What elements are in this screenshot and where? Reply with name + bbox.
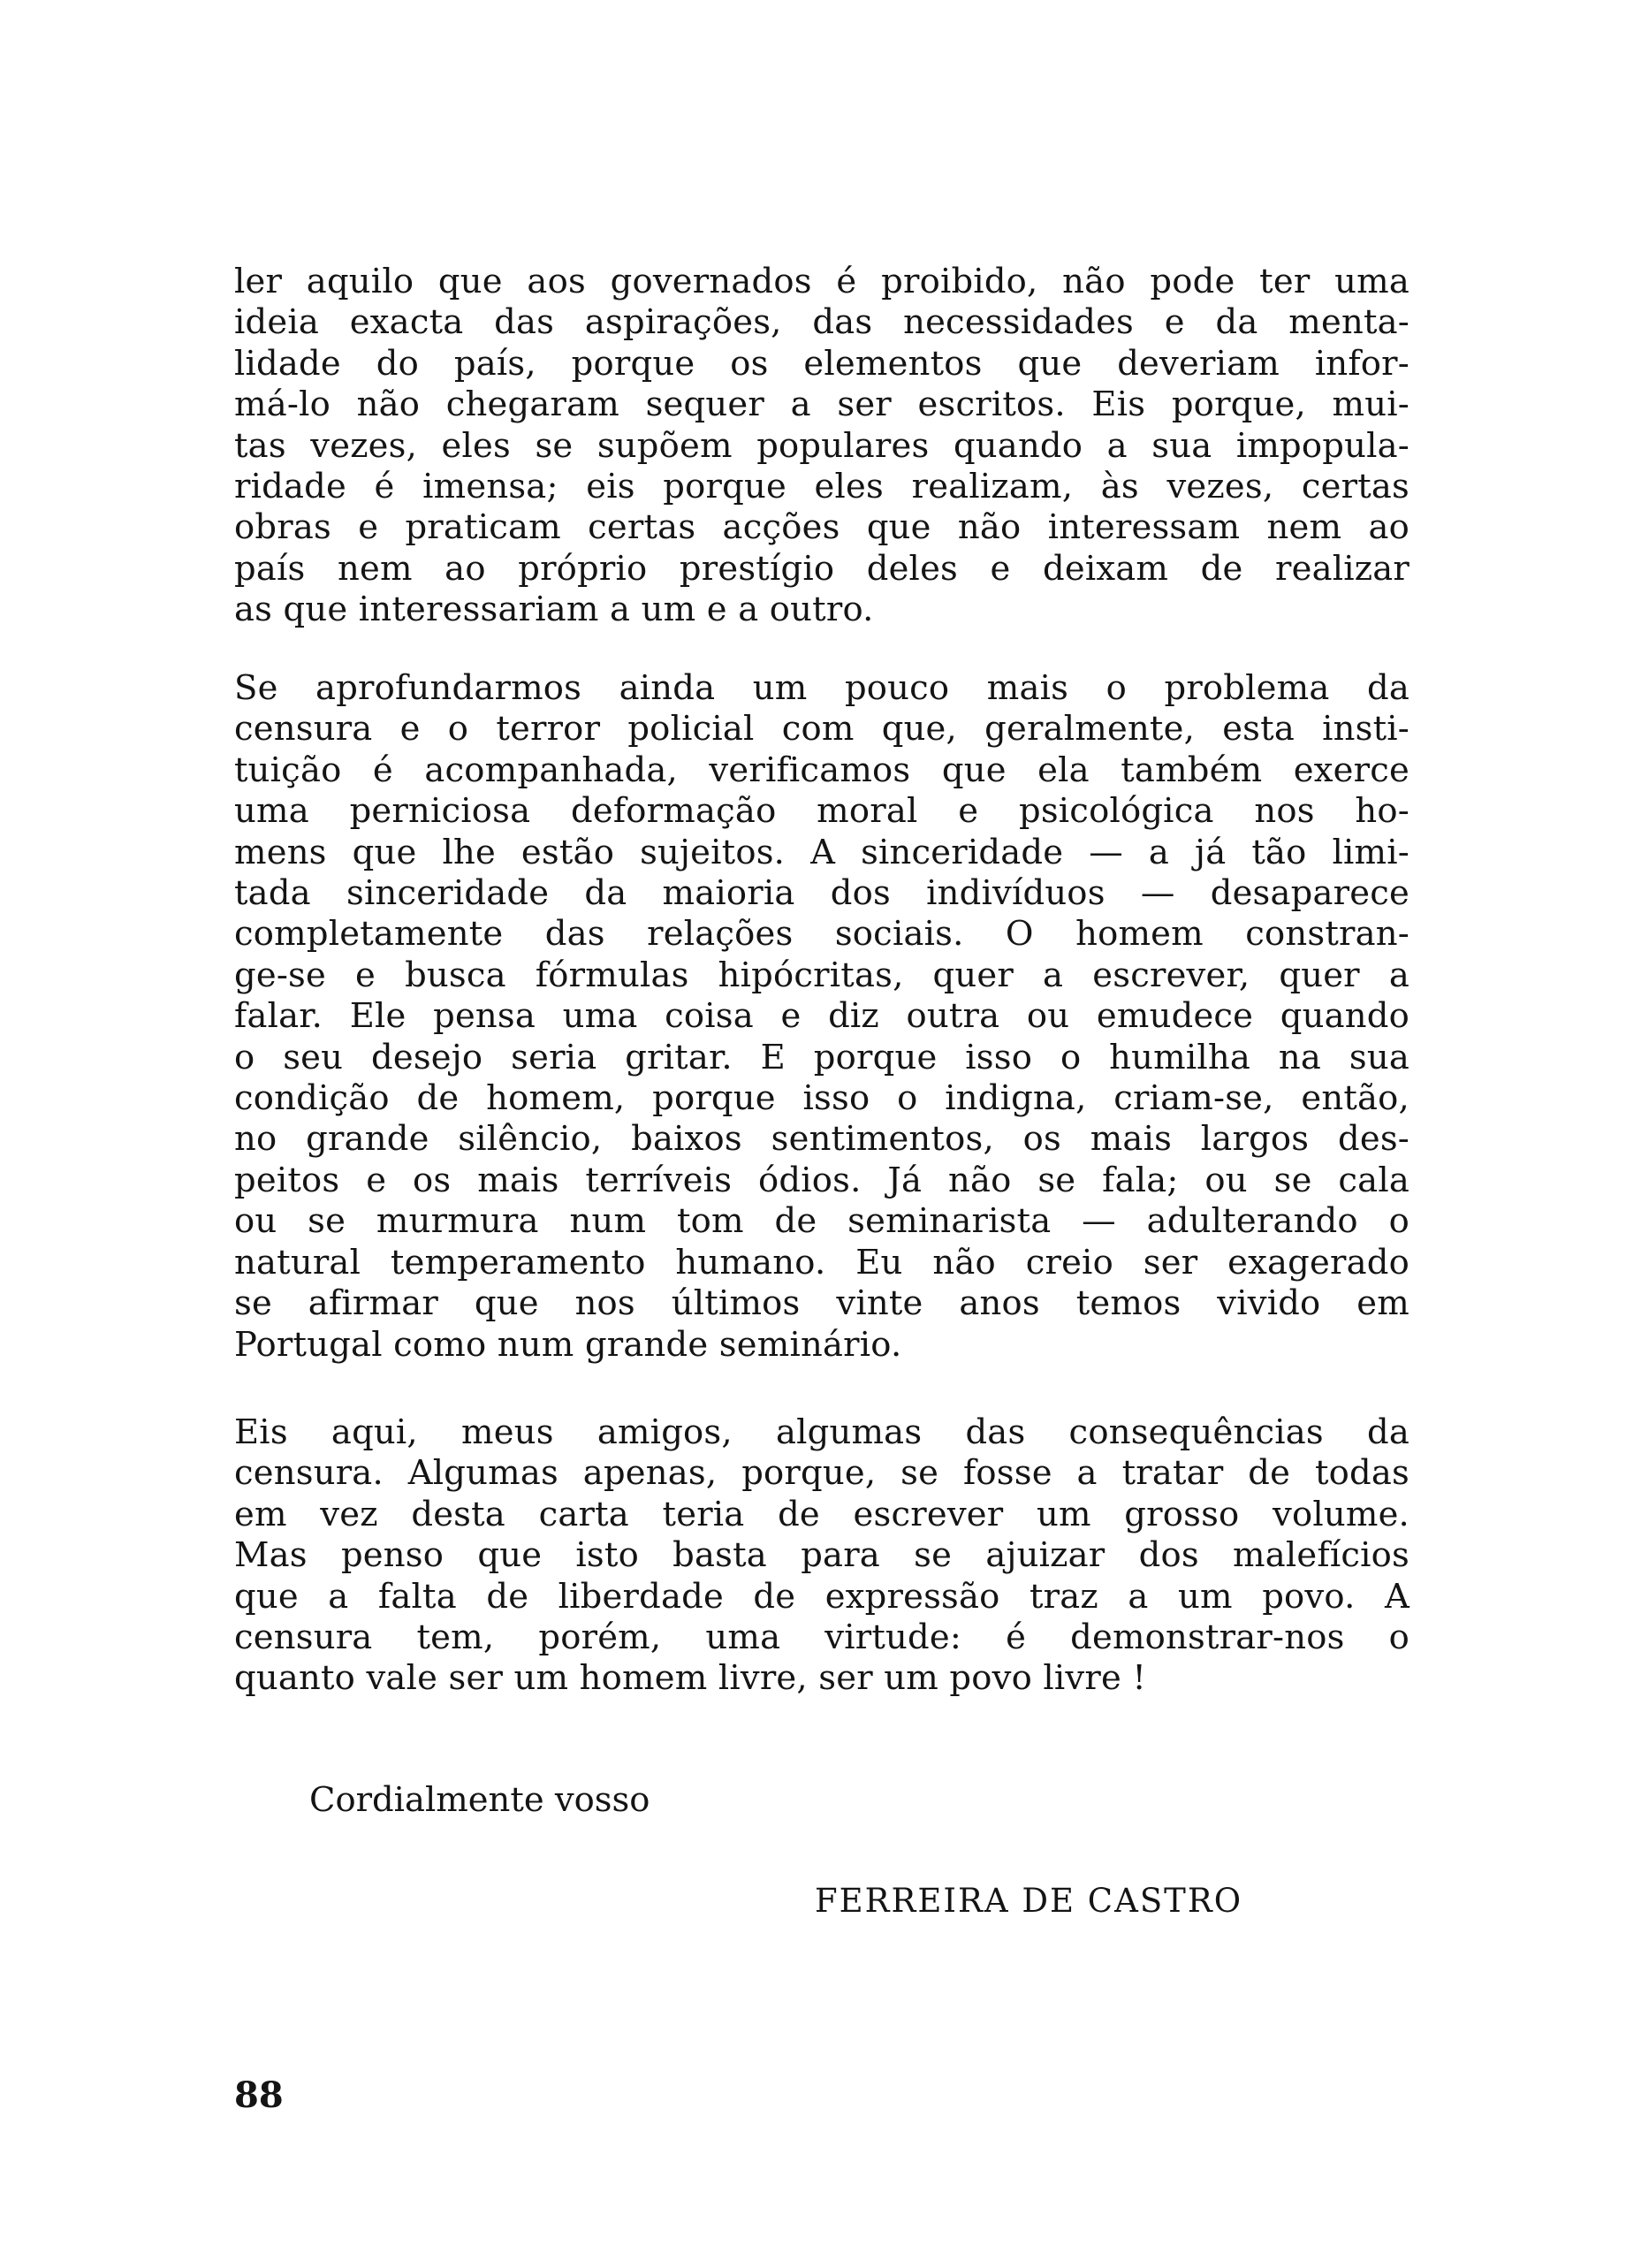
text-line: censura. Algumas apenas, porque, se fosse a tratar de todas: [234, 1453, 1409, 1494]
body-paragraph-3: [234, 1412, 1409, 1700]
body-paragraph-2: [234, 668, 1409, 1366]
text-line: se afirmar que nos últimos vinte anos temos vivido em: [234, 1283, 1409, 1324]
closing-salutation: Cordialmente vosso: [309, 1780, 650, 1820]
text-line: ge-se e busca fórmulas hipócritas, quer a escrever, quer a: [234, 955, 1409, 995]
text-line: censura e o terror policial com que, geralmente, esta insti-: [234, 709, 1409, 750]
text-line: condição de homem, porque isso o indigna, criam-se, então,: [234, 1078, 1409, 1119]
text-line: Portugal como num grande seminário.: [234, 1324, 902, 1365]
text-line: tada sinceridade da maioria dos indivíduos — desaparece: [234, 873, 1409, 914]
text-line: tuição é acompanhada, verificamos que ela também exerce: [234, 750, 1409, 790]
text-line: uma perniciosa deformação moral e psicológica nos ho-: [234, 791, 1409, 832]
author-signature: FERREIRA DE CASTRO: [815, 1882, 1243, 1920]
text-line: completamente das relações sociais. O homem constran-: [234, 914, 1409, 955]
text-line: falar. Ele pensa uma coisa e diz outra ou emudece quando: [234, 996, 1409, 1037]
text-line: lidade do país, porque os elementos que deveriam infor-: [234, 343, 1409, 384]
text-line: Se aprofundarmos ainda um pouco mais o problema da: [234, 668, 1409, 708]
text-line: ideia exacta das aspirações, das necessidades e da menta-: [234, 302, 1409, 343]
text-line: ou se murmura num tom de seminarista — adulterando o: [234, 1201, 1409, 1242]
text-line: mens que lhe estão sujeitos. A sinceridade — a já tão limi-: [234, 832, 1409, 872]
body-paragraph-1: [234, 262, 1409, 631]
text-line: tas vezes, eles se supõem populares quando a sua impopula-: [234, 425, 1409, 466]
text-line: país nem ao próprio prestígio deles e deixam de realizar: [234, 548, 1409, 589]
text-line: Eis aqui, meus amigos, algumas das consequências da: [234, 1412, 1409, 1452]
text-line: no grande silêncio, baixos sentimentos, os mais largos des-: [234, 1119, 1409, 1160]
text-line: censura tem, porém, uma virtude: é demonstrar-nos o: [234, 1617, 1409, 1658]
text-line: em vez desta carta teria de escrever um grosso volume.: [234, 1494, 1409, 1534]
page-number: 88: [234, 2074, 284, 2116]
text-line: obras e praticam certas acções que não interessam nem ao: [234, 507, 1409, 548]
text-line: o seu desejo seria gritar. E porque isso o humilha na sua: [234, 1037, 1409, 1077]
text-line: natural temperamento humano. Eu não creio ser exagerado: [234, 1242, 1409, 1282]
text-line: peitos e os mais terríveis ódios. Já não se fala; ou se cala: [234, 1160, 1409, 1200]
text-line: má-lo não chegaram sequer a ser escritos. Eis porque, mui-: [234, 384, 1409, 425]
text-line: as que interessariam a um e a outro.: [234, 590, 874, 630]
text-line: ler aquilo que aos governados é proibido, não pode ter uma: [234, 262, 1409, 301]
text-line: quanto vale ser um homem livre, ser um povo livre !: [234, 1658, 1147, 1699]
text-line: Mas penso que isto basta para se ajuizar dos malefícios: [234, 1535, 1409, 1576]
text-line: ridade é imensa; eis porque eles realizam, às vezes, certas: [234, 467, 1409, 507]
text-line: que a falta de liberdade de expressão traz a um povo. A: [234, 1576, 1409, 1617]
